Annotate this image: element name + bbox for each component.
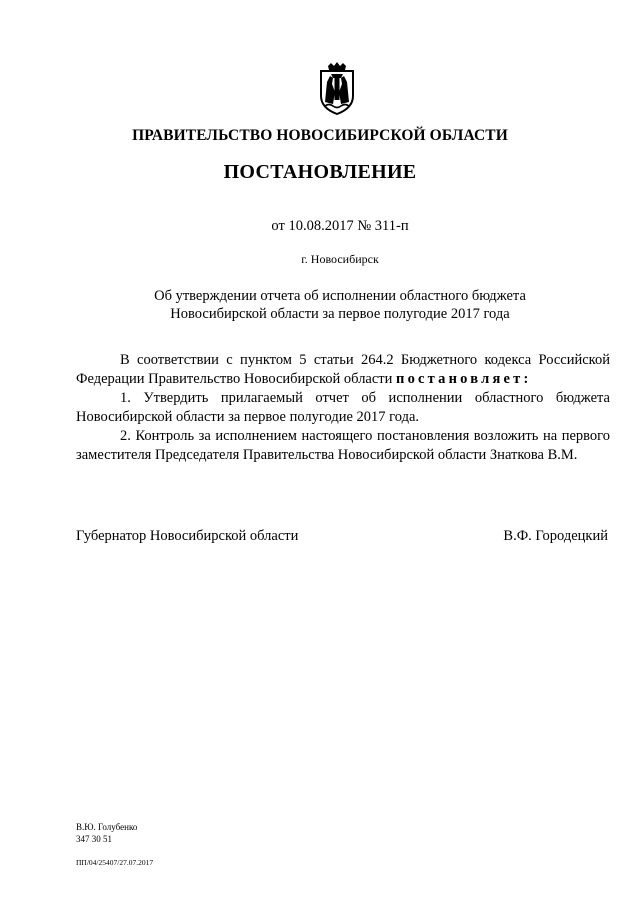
city-line: г. Новосибирск	[301, 252, 379, 266]
date-number-line: от 10.08.2017 № 311-п	[271, 218, 409, 234]
signatory-position: Губернатор Новосибирской области	[76, 528, 299, 544]
signatory-name: В.Ф. Городецкий	[503, 528, 608, 544]
executor-name: В.Ю. Голубенко	[76, 822, 138, 832]
document-type: ПОСТАНОВЛЕНИЕ	[223, 161, 417, 183]
subject-title	[0, 287, 640, 323]
organization-title: ПРАВИТЕЛЬСТВО НОВОСИБИРСКОЙ ОБЛАСТИ	[132, 127, 508, 144]
coat-of-arms-icon	[313, 62, 361, 116]
body-item-1: 1. Утвердить прилагаемый отчет об исполнении областного бюджета Новосибирской области за первое полугодие 2017 года.	[76, 390, 610, 425]
intro-text: В соответствии с пунктом 5 статьи 264.2 Бюджетного кодекса Российской Федерации Правительство Новосибирской области	[76, 352, 610, 387]
body-item-2: 2. Контроль за исполнением настоящего постановления возложить на первого заместителя Председателя Правительства Новосибирской области Знаткова В.М.	[76, 428, 610, 463]
executor-phone: 347 30 51	[76, 834, 112, 844]
decree-keyword: постановляет:	[396, 371, 532, 387]
document-code: ПП/04/25407/27.07.2017	[76, 858, 154, 867]
document-body	[76, 351, 610, 465]
body-paragraph-intro	[76, 351, 610, 389]
subject-line-2: Новосибирской области за первое полугодие 2017 года	[170, 306, 510, 322]
subject-line-1: Об утверждении отчета об исполнении областного бюджета	[154, 288, 526, 304]
